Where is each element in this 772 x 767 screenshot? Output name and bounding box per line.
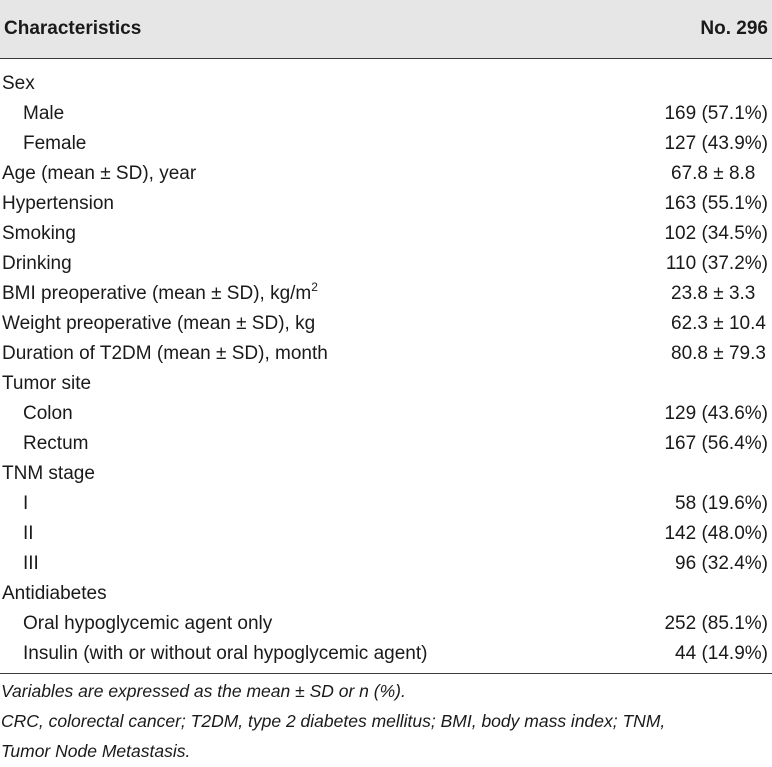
table-row: [0, 189, 772, 219]
row-label: Rectum: [23, 433, 89, 454]
row-label: Colon: [23, 403, 73, 424]
table-row: [0, 399, 772, 429]
row-label: Tumor site: [2, 373, 92, 394]
footnote-abbreviations: CRC, colorectal cancer; T2DM, type 2 diabetes mellitus; BMI, body mass index; TNM,: [1, 711, 666, 731]
table-body: [0, 69, 772, 669]
table-row: [0, 309, 772, 339]
row-label: Age (mean ± SD), year: [2, 163, 197, 184]
row-value: 67.8 ± 8.8: [671, 163, 756, 184]
table-row: [0, 489, 772, 519]
table-footnotes: [0, 676, 772, 766]
row-label: II: [23, 523, 34, 544]
table-row: [0, 219, 772, 249]
row-label: Duration of T2DM (mean ± SD), month: [2, 343, 328, 364]
row-label: Hypertension: [2, 193, 114, 214]
header-count: No. 296: [700, 18, 768, 39]
table-row: [0, 579, 772, 609]
row-label: Insulin (with or without oral hypoglycemic agent): [23, 643, 428, 664]
row-label: Weight preoperative (mean ± SD), kg: [2, 313, 316, 334]
row-label: Oral hypoglycemic agent only: [23, 613, 273, 634]
row-label: TNM stage: [2, 463, 95, 484]
row-value: 102 (34.5%): [664, 223, 768, 244]
table-header: [0, 0, 772, 58]
table-row: [0, 549, 772, 579]
row-value: 163 (55.1%): [664, 193, 768, 214]
row-label: Female: [23, 133, 87, 154]
row-value: 110 (37.2%): [665, 253, 768, 274]
table-row: [0, 429, 772, 459]
row-value: 62.3 ± 10.4: [671, 313, 766, 334]
row-label: Sex: [2, 73, 35, 94]
table-row: [0, 639, 772, 669]
row-value: 44 (14.9%): [675, 643, 768, 664]
superscript-two: 2: [311, 279, 318, 294]
table-row: [0, 279, 772, 309]
table-row: [0, 339, 772, 369]
row-value: 58 (19.6%): [675, 493, 768, 514]
row-value: 96 (32.4%): [675, 553, 768, 574]
table-row: [0, 249, 772, 279]
bmi-label-text: BMI preoperative (mean ± SD), kg/m: [2, 283, 312, 304]
row-value: 167 (56.4%): [664, 433, 768, 454]
row-value: 80.8 ± 79.3: [671, 343, 766, 364]
row-label: III: [23, 553, 39, 574]
row-label: Antidiabetes: [2, 583, 107, 604]
row-value: 23.8 ± 3.3: [671, 283, 756, 304]
row-value: 129 (43.6%): [664, 403, 768, 424]
table-row: [0, 609, 772, 639]
row-label: Smoking: [2, 223, 76, 244]
table-row: [0, 519, 772, 549]
table-row: [0, 459, 772, 489]
row-value: 127 (43.9%): [664, 133, 768, 154]
row-value: 142 (48.0%): [664, 523, 768, 544]
table-row: [0, 99, 772, 129]
header-characteristics: Characteristics: [4, 18, 142, 39]
footnote-variables: Variables are expressed as the mean ± SD or n (%).: [1, 681, 406, 701]
footnote-abbreviations-cont: Tumor Node Metastasis.: [1, 741, 191, 761]
row-label: Drinking: [2, 253, 72, 274]
row-label: I: [23, 493, 29, 514]
table-row: [0, 69, 772, 99]
row-label: Male: [23, 103, 65, 124]
row-value: 252 (85.1%): [664, 613, 768, 634]
table-row: [0, 129, 772, 159]
table-row: [0, 369, 772, 399]
row-label: [2, 279, 318, 309]
header-rule: [0, 58, 772, 59]
bottom-rule: [0, 673, 772, 674]
row-value: 169 (57.1%): [664, 103, 768, 124]
table-row: [0, 159, 772, 189]
